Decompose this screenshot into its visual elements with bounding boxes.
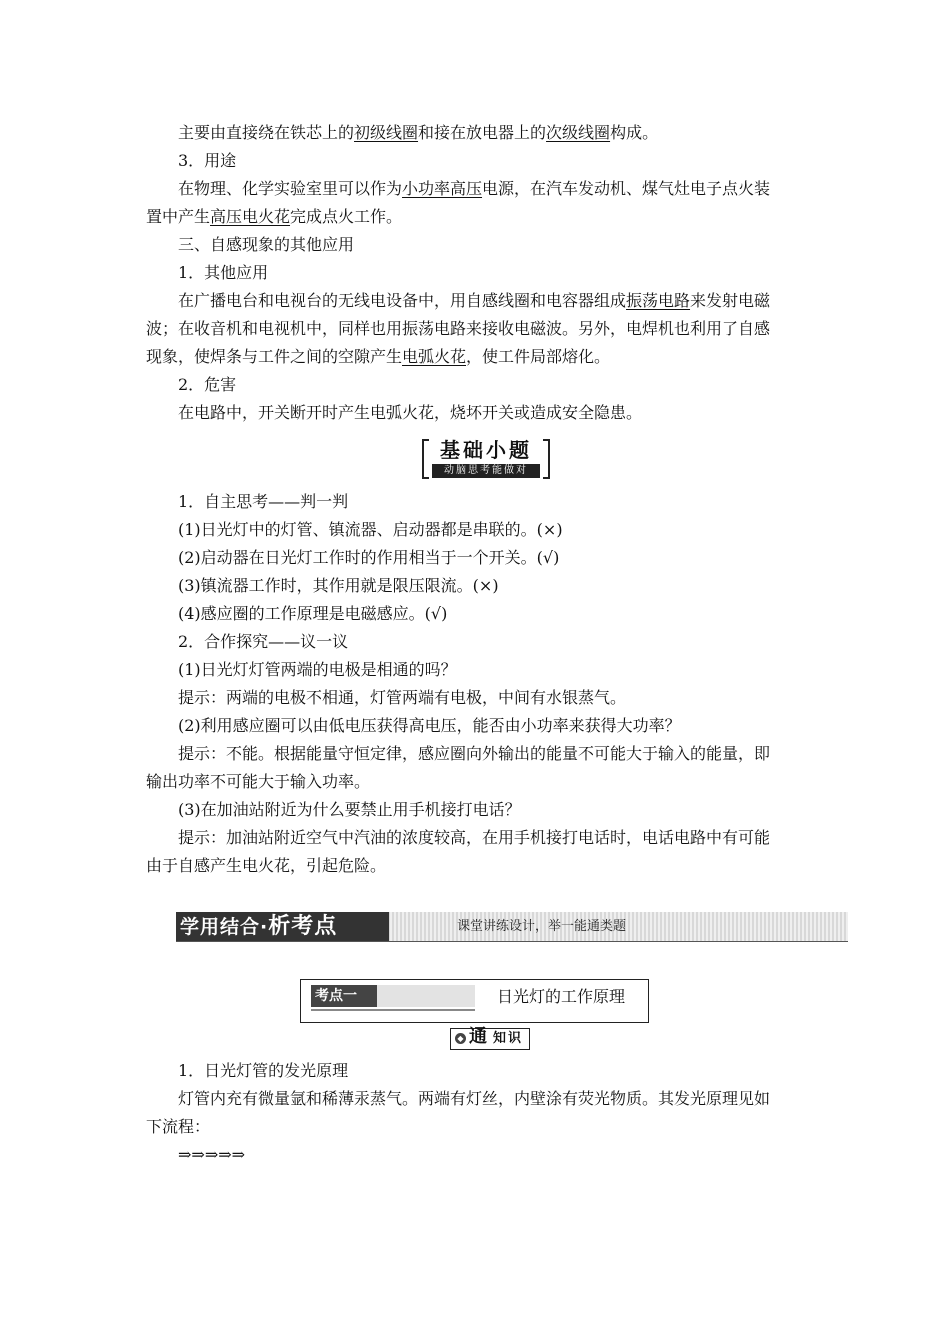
diamond-icon: ◆ xyxy=(455,1033,466,1044)
text: 在广播电台和电视台的无线电设备中，用自感线圈和电容器组成 xyxy=(178,291,627,310)
heading-section-3: 三、自感现象的其他应用 xyxy=(178,235,355,254)
kaodian-underline xyxy=(311,1009,475,1011)
section-1-line1: 灯管内充有微量氩和稀薄汞蒸气。两端有灯丝，内壁涂有荧光物质。其发光原理见如 xyxy=(178,1089,771,1108)
banner-title-big: 析考点 xyxy=(268,914,338,939)
banner-rule xyxy=(176,941,848,942)
paragraph-use-line1 xyxy=(178,179,770,199)
kaodian-tag: 考点一 xyxy=(311,985,377,1007)
text: 构成。 xyxy=(610,123,659,142)
paragraph-use-line2 xyxy=(146,207,402,227)
term-oscillating-circuit: 振荡电路 xyxy=(626,291,691,310)
tong-zhishi-tab xyxy=(450,1028,530,1050)
paragraph-coil-structure xyxy=(178,123,658,143)
basic-questions-badge xyxy=(422,437,550,479)
text: ，使工件局部熔化。 xyxy=(466,347,611,366)
question-1-item: (2)启动器在日光灯工作时的作用相当于一个开关。(√) xyxy=(178,548,560,567)
question-1-title: 1．自主思考——判一判 xyxy=(178,492,349,511)
badge-subtitle: 动脑思考能做对 xyxy=(432,464,540,478)
text: 主要由直接绕在铁芯上的 xyxy=(178,123,355,142)
badge-title: 基础小题 xyxy=(440,438,532,462)
text: 电源，在汽车发动机、煤气灶电子点火装 xyxy=(482,179,771,198)
heading-other-use: 1．其他应用 xyxy=(178,263,269,282)
heading-use: 3．用途 xyxy=(178,151,237,170)
paragraph-other-use-line2: 波；在收音机和电视机中，同样也用振荡电路来接收电磁波。另外，电焊机也利用了自感 xyxy=(146,319,771,338)
question-2-q2: (2)利用感应圈可以由低电压获得高电压，能否由小功率来获得大功率？ xyxy=(178,716,681,735)
banner-subtitle: 课堂讲练设计，举一能通类题 xyxy=(457,919,627,934)
text: 现象，使焊条与工件之间的空隙产生 xyxy=(146,347,403,366)
term-secondary-coil: 次级线圈 xyxy=(546,123,611,142)
paragraph-other-use-line3 xyxy=(146,347,610,367)
kaodian-tag-fill xyxy=(377,985,475,1007)
question-2-title: 2．合作探究——议一议 xyxy=(178,632,349,651)
question-2-a2-line1: 提示：不能。根据能量守恒定律，感应圈向外输出的能量不可能大于输入的能量，即 xyxy=(178,744,771,763)
question-1-item: (1)日光灯中的灯管、镇流器、启动器都是串联的。(×) xyxy=(178,520,563,539)
question-2-q1: (1)日光灯灯管两端的电极是相通的吗？ xyxy=(178,660,457,679)
kaodian-title: 日光灯的工作原理 xyxy=(497,987,626,1006)
section-1-title: 1．日光灯管的发光原理 xyxy=(178,1061,349,1080)
paragraph-other-use-line1 xyxy=(178,291,770,311)
question-2-a3-line2: 由于自感产生电火花，引起危险。 xyxy=(146,856,387,875)
term-primary-coil: 初级线圈 xyxy=(354,123,419,142)
question-1-item: (4)感应圈的工作原理是电磁感应。(√) xyxy=(178,604,448,623)
text: 在物理、化学实验室里可以作为 xyxy=(178,179,403,198)
tong-rest: 知识 xyxy=(493,1031,524,1046)
heading-hazard: 2．危害 xyxy=(178,375,237,394)
question-2-a1: 提示：两端的电极不相通，灯管两端有电极，中间有水银蒸气。 xyxy=(178,688,627,707)
text: 来发射电磁 xyxy=(690,291,771,310)
question-2-a3-line1: 提示：加油站附近空气中汽油的浓度较高，在用手机接打电话时，电话电路中有可能 xyxy=(178,828,771,847)
banner-title-left: 学用结合· xyxy=(180,916,269,938)
question-2-q3: (3)在加油站附近为什么要禁止用手机接打电话？ xyxy=(178,800,521,819)
banner-title xyxy=(176,912,389,942)
tong-char: 通 xyxy=(469,1026,487,1047)
section-1-line2: 下流程： xyxy=(146,1117,211,1136)
question-2-a2-line2: 输出功率不可能大于输入功率。 xyxy=(146,772,371,791)
text: 置中产生 xyxy=(146,207,211,226)
kaodian-box xyxy=(300,979,649,1023)
text: 和接在放电器上的 xyxy=(418,123,547,142)
paragraph-hazard: 在电路中，开关断开时产生电弧火花，烧坏开关或造成安全隐患。 xyxy=(178,403,643,422)
question-1-item: (3)镇流器工作时，其作用就是限压限流。(×) xyxy=(178,576,499,595)
term-low-power-high-voltage: 小功率高压 xyxy=(402,179,483,198)
term-arc-spark: 电弧火花 xyxy=(402,347,467,366)
section-banner xyxy=(176,912,848,942)
term-hv-spark: 高压电火花 xyxy=(210,207,291,226)
flow-arrows: ⇒⇒⇒⇒⇒ xyxy=(178,1145,246,1164)
text: 完成点火工作。 xyxy=(290,207,403,226)
